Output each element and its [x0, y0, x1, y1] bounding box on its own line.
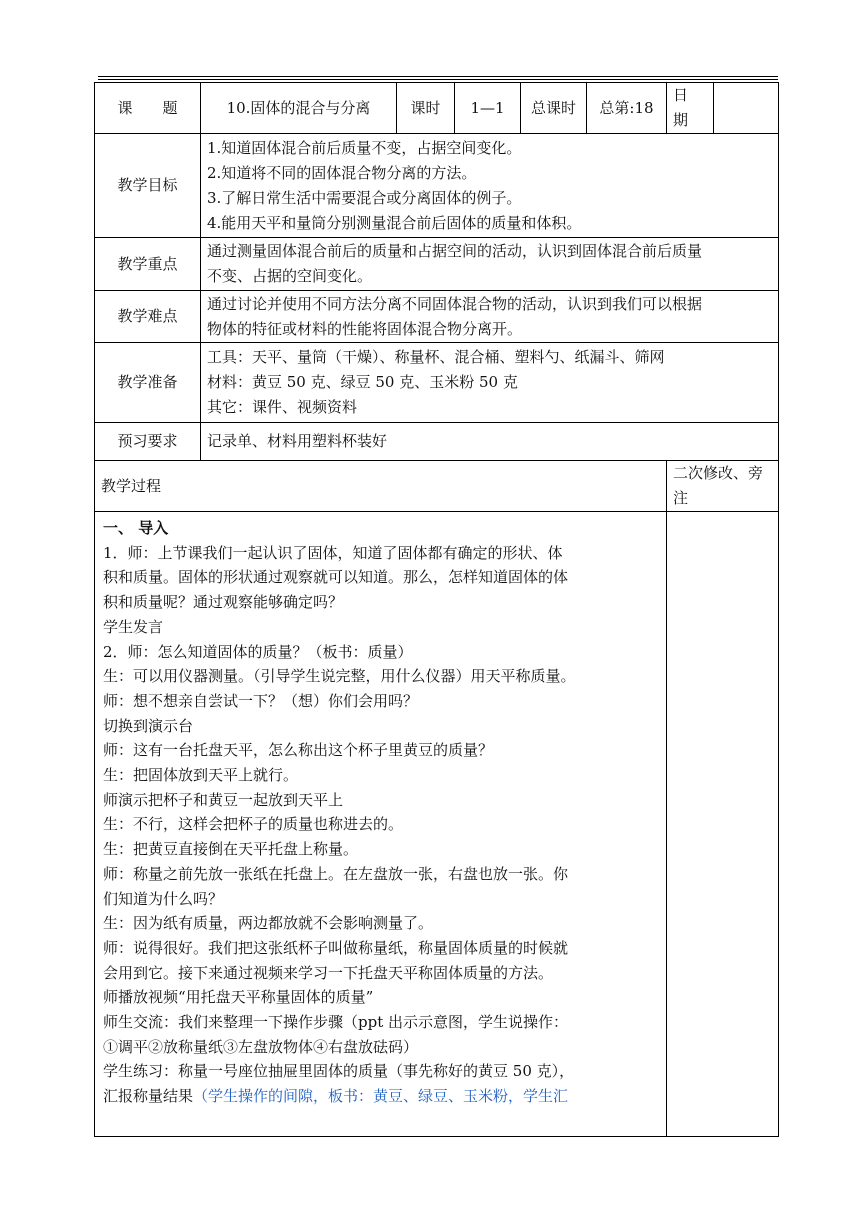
- process-line: 师播放视频“用托盘天平称量固体的质量”: [103, 988, 374, 1007]
- difficulties-label: 教学难点: [95, 291, 201, 343]
- process-line: 生：把黄豆直接倒在天平托盘上称量。: [103, 840, 359, 859]
- process-line: 切换到演示台: [103, 716, 194, 735]
- notes-column: [667, 512, 779, 1137]
- process-line: 学生发言: [103, 617, 164, 636]
- process-line: 生：把固体放到天平上就行。: [103, 766, 299, 785]
- process-line: 积和质量。固体的形状通过观察就可以知道。那么，怎样知道固体的体: [103, 568, 569, 587]
- process-body-row: [95, 512, 779, 1137]
- lesson-plan-table: [94, 82, 779, 1137]
- key-point-line: 不变、占据的空间变化。: [207, 267, 373, 285]
- goal-item: 4.能用天平和量筒分别测量混合前后固体的质量和体积。: [207, 213, 582, 232]
- process-line: 2．师：怎么知道固体的质量？（板书：质量）: [103, 642, 413, 661]
- goal-item: 1.知道固体混合前后质量不变，占据空间变化。: [207, 138, 522, 157]
- course-label: 课 题: [95, 83, 201, 134]
- process-body: [95, 512, 667, 1137]
- process-line: 生：因为纸有质量，两边都放就不会影响测量了。: [103, 914, 434, 933]
- process-last-line-text: 汇报称量结果: [103, 1087, 194, 1106]
- process-heading: 一、 导入: [103, 519, 169, 537]
- process-line: 学生练习：称量一号座位抽屉里固体的质量（事先称好的黄豆 50 克），: [103, 1062, 575, 1081]
- process-header-row: [95, 461, 779, 512]
- total-value: 总第:18: [587, 83, 667, 134]
- process-line: 师演示把杯子和黄豆一起放到天平上: [103, 790, 344, 809]
- top-rule-2: [98, 79, 778, 80]
- date-value: [714, 83, 779, 134]
- process-line: 师：说得很好。我们把这张纸杯子叫做称量纸，称量固体质量的时候就: [103, 938, 569, 957]
- process-line: 们知道为什么吗？: [103, 889, 224, 908]
- process-line: 会用到它。接下来通过视频来学习一下托盘天平称固体质量的方法。: [103, 963, 554, 982]
- date-label: [667, 83, 714, 134]
- process-line: 生：可以用仪器测量。（引导学生说完整，用什么仪器）用天平称质量。: [103, 667, 576, 686]
- process-line: 1．师：上节课我们一起认识了固体，知道了固体都有确定的形状、体: [103, 543, 563, 562]
- process-line: 师生交流：我们来整理一下操作步骤（ppt 出示示意图，学生说操作：: [103, 1013, 569, 1032]
- preview-content: 记录单、材料用塑料杯装好: [201, 423, 779, 461]
- preparation-line: 其它：课件、视频资料: [207, 398, 358, 416]
- preparation-line: 工具：天平、量筒（干燥）、称量杯、混合桶、塑料勺、纸漏斗、筛网: [207, 348, 665, 366]
- process-line: 师：想不想亲自尝试一下？（想）你们会用吗？: [103, 691, 419, 710]
- preparation-row: [95, 343, 779, 423]
- period-label: 课时: [397, 83, 455, 134]
- date-label-line-1: 日: [673, 86, 689, 104]
- process-line: 积和质量呢？通过观察能够确定吗？: [103, 593, 344, 612]
- difficulty-line: 物体的特征或材料的性能将固体混合物分离开。: [207, 319, 523, 338]
- difficulties-content: [201, 291, 779, 343]
- difficulty-line: 通过讨论并使用不同方法分离不同固体混合物的活动，认识到我们可以根据: [207, 294, 703, 313]
- preparation-line: 材料：黄豆 50 克、绿豆 50 克、玉米粉 50 克: [207, 373, 518, 391]
- goal-item: 3.了解日常生活中需要混合或分离固体的例子。: [207, 188, 522, 207]
- blackboard-annotation: （学生操作的间隙，板书：黄豆、绿豆、玉米粉，学生汇: [193, 1087, 569, 1106]
- course-title: 10.固体的混合与分离: [201, 83, 397, 134]
- process-line: ①调平②放称量纸③左盘放物体④右盘放砝码）: [103, 1037, 419, 1056]
- notes-header-label: 二次修改、旁注: [667, 461, 779, 512]
- preparation-content: [201, 343, 779, 423]
- process-line: 师：称量之前先放一张纸在托盘上。在左盘放一张，右盘也放一张。你: [103, 864, 569, 883]
- header-row: [95, 83, 779, 134]
- total-label: 总课时: [521, 83, 587, 134]
- goals-row: [95, 134, 779, 238]
- top-rule-1: [98, 76, 778, 77]
- process-line: 生：不行，这样会把杯子的质量也称进去的。: [103, 815, 404, 834]
- key-points-row: [95, 238, 779, 291]
- difficulties-row: [95, 291, 779, 343]
- process-line: 师：这有一台托盘天平，怎么称出这个杯子里黄豆的质量？: [103, 741, 494, 760]
- key-point-line: 通过测量固体混合前后的质量和占据空间的活动，认识到固体混合前后质量: [207, 242, 703, 260]
- preview-row: [95, 423, 779, 461]
- goals-content: [201, 134, 779, 238]
- key-points-content: [201, 238, 779, 291]
- process-last-line: [103, 1084, 660, 1109]
- date-label-line-2: 期: [673, 111, 689, 129]
- process-header-label: 教学过程: [95, 461, 667, 512]
- goal-item: 2.知道将不同的固体混合物分离的方法。: [207, 163, 477, 182]
- goals-label: 教学目标: [95, 134, 201, 238]
- preview-label: 预习要求: [95, 423, 201, 461]
- key-points-label: 教学重点: [95, 238, 201, 291]
- period-value: 1—1: [455, 83, 521, 134]
- preparation-label: 教学准备: [95, 343, 201, 423]
